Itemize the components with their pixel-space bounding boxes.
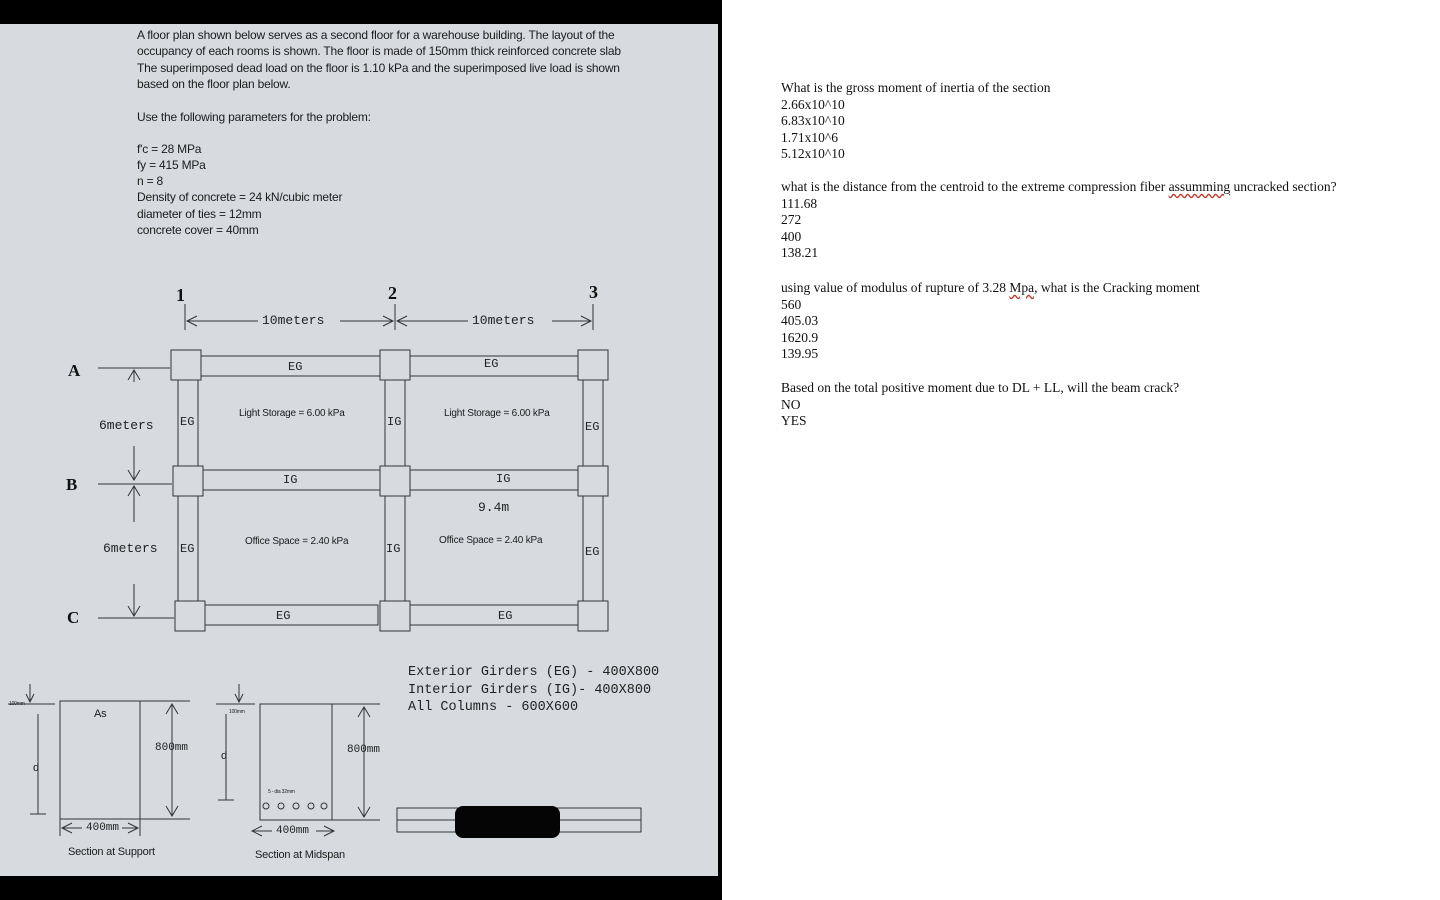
question-3-option-d: 139.95 — [781, 346, 819, 362]
grid-row-c: C — [67, 608, 80, 627]
intro-line-2: occupancy of each rooms is shown. The floor is made of 150mm thick reinforced concrete slab — [137, 44, 621, 58]
legend-columns: All Columns - 600X600 — [408, 700, 579, 715]
support-cover-label: 100mm — [9, 701, 25, 707]
support-as-label: As — [94, 708, 107, 720]
question-2-text-part-1: what is the distance from the centroid to the extreme compression fiber — [781, 179, 1169, 194]
span-label-a-b: 6meters — [99, 418, 154, 433]
legend-exterior-girders: Exterior Girders (EG) - 400X800 — [408, 665, 660, 680]
question-3-option-b: 405.03 — [781, 313, 819, 329]
room-light-storage-1: Light Storage = 6.00 kPa — [239, 408, 345, 419]
girder-2-bc: IG — [386, 542, 401, 556]
midspan-height-label: 800mm — [347, 744, 381, 756]
girder-3-bc: EG — [585, 545, 600, 559]
question-2-option-c: 400 — [781, 228, 802, 244]
midspan-bars-label: 5 - dia 32mm — [268, 789, 295, 795]
problem-sheet — [0, 24, 718, 876]
girder-c-23: EG — [498, 609, 513, 623]
girder-b-12: IG — [283, 473, 298, 487]
param-cover: concrete cover = 40mm — [137, 223, 259, 237]
spellcheck-flagged-word: Mpa — [1009, 280, 1035, 295]
question-3 — [781, 280, 1200, 363]
question-3-text-part-1: using value of modulus of rupture of 3.28 — [781, 280, 1010, 295]
param-fy: fy = 415 MPa — [137, 158, 206, 172]
question-1-option-b: 6.83x10^10 — [781, 113, 845, 129]
support-d-label: d — [33, 762, 39, 774]
param-ties: diameter of ties = 12mm — [137, 207, 262, 221]
grid-row-b: B — [66, 475, 78, 494]
question-4 — [781, 380, 1179, 430]
question-1-option-a: 2.66x10^10 — [781, 96, 845, 112]
question-2-option-a: 111.68 — [781, 195, 818, 211]
param-fc: f'c = 28 MPa — [137, 142, 202, 156]
midspan-d-label: d — [221, 750, 227, 762]
room-office-space-2: Office Space = 2.40 kPa — [439, 535, 543, 546]
support-height-label: 800mm — [155, 742, 189, 754]
param-density: Density of concrete = 24 kN/cubic meter — [137, 190, 343, 204]
question-3-option-c: 1620.9 — [781, 329, 819, 345]
span-label-2-3: 10meters — [472, 313, 535, 328]
girder-1-ab: EG — [180, 415, 195, 429]
intro-line-4: based on the floor plan below. — [137, 77, 291, 91]
girder-a-12: EG — [288, 360, 303, 374]
spellcheck-flagged-word: assumming — [1168, 179, 1231, 194]
legend-interior-girders: Interior Girders (IG)- 400X800 — [408, 683, 652, 698]
grid-column-1: 1 — [176, 285, 185, 305]
question-4-text: Based on the total positive moment due to DL + LL, will the beam crack? — [781, 380, 1180, 395]
intro-line-1: A floor plan shown below serves as a second floor for a warehouse building. The layout of the — [137, 28, 615, 42]
question-1-option-c: 1.71x10^6 — [781, 129, 838, 145]
girder-1-bc: EG — [180, 542, 195, 556]
girder-3-ab: EG — [585, 420, 600, 434]
grid-column-2: 2 — [388, 283, 397, 303]
params-heading: Use the following parameters for the problem: — [137, 110, 371, 124]
support-width-label: 400mm — [86, 822, 120, 834]
question-3-option-a: 560 — [781, 296, 802, 312]
question-1-text: What is the gross moment of inertia of the section — [781, 80, 1051, 95]
span-label-b-c: 6meters — [103, 541, 158, 556]
redaction-blob — [455, 806, 560, 838]
question-2-text-part-2: uncracked section? — [1230, 179, 1337, 194]
question-1-option-d: 5.12x10^10 — [781, 146, 845, 162]
grid-row-a: A — [68, 361, 81, 380]
questions-document — [722, 0, 1440, 900]
girder-b-23: IG — [496, 472, 511, 486]
param-n: n = 8 — [137, 174, 164, 188]
question-1 — [781, 80, 1051, 163]
girder-c-12: EG — [276, 609, 291, 623]
room-office-space-1: Office Space = 2.40 kPa — [245, 536, 349, 547]
midspan-width-label: 400mm — [276, 825, 310, 837]
girder-a-23: EG — [484, 357, 499, 371]
question-2-text — [781, 179, 1337, 196]
intro-line-3: The superimposed dead load on the floor is 1.10 kPa and the superimposed live load is shown — [137, 61, 620, 75]
support-section-title: Section at Support — [68, 846, 155, 858]
midspan-cover-label: 100mm — [229, 709, 245, 715]
question-4-option-a: NO — [781, 396, 801, 412]
question-2-option-b: 272 — [781, 212, 802, 228]
span-note: 9.4m — [478, 500, 510, 515]
question-2 — [781, 179, 1337, 262]
girder-2-ab: IG — [387, 415, 402, 429]
question-4-option-b: YES — [781, 413, 807, 429]
question-2-option-d: 138.21 — [781, 245, 819, 261]
room-light-storage-2: Light Storage = 6.00 kPa — [444, 408, 550, 419]
question-3-text-part-2: , what is the Cracking moment — [1034, 280, 1200, 295]
question-3-text — [781, 280, 1200, 297]
midspan-section-title: Section at Midspan — [255, 849, 345, 861]
grid-column-3: 3 — [589, 282, 598, 302]
span-label-1-2: 10meters — [262, 313, 325, 328]
